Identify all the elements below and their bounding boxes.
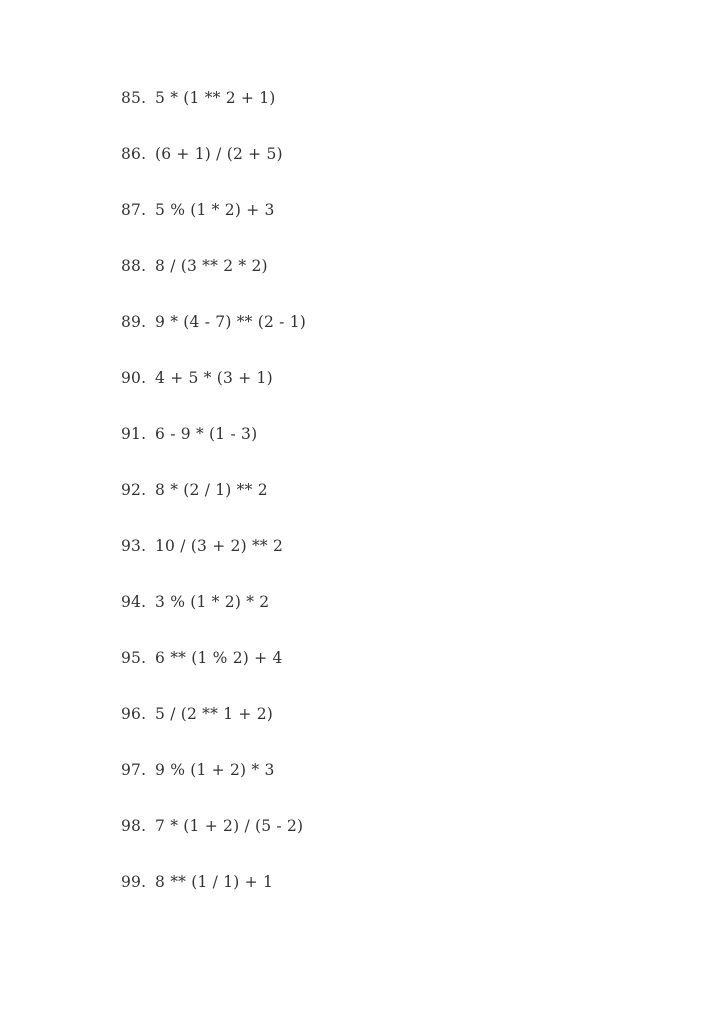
problem-expression: 4 + 5 * (3 + 1)	[155, 369, 273, 387]
problem-item	[121, 646, 306, 702]
problem-expression: 5 / (2 ** 1 + 2)	[155, 705, 274, 723]
problem-expression: 5 * (1 ** 2 + 1)	[155, 89, 276, 107]
problem-item	[121, 590, 306, 646]
problem-expression: 8 ** (1 / 1) + 1	[155, 873, 274, 891]
problem-item	[121, 478, 306, 534]
problem-expression: 10 / (3 + 2) ** 2	[155, 537, 284, 555]
problem-item	[121, 310, 306, 366]
problem-item	[121, 422, 306, 478]
problem-item	[121, 142, 306, 198]
problem-number: 87.	[121, 201, 147, 219]
problem-item	[121, 198, 306, 254]
problem-number: 91.	[121, 425, 147, 443]
problem-number: 90.	[121, 369, 147, 387]
problem-item	[121, 534, 306, 590]
problem-expression: 5 % (1 * 2) + 3	[155, 201, 275, 219]
problem-number: 96.	[121, 705, 147, 723]
problem-item	[121, 254, 306, 310]
problem-expression: 6 ** (1 % 2) + 4	[155, 649, 283, 667]
problem-item	[121, 814, 306, 870]
problem-expression: 8 * (2 / 1) ** 2	[155, 481, 268, 499]
problem-number: 88.	[121, 257, 147, 275]
problem-number: 99.	[121, 873, 147, 891]
problem-expression: 8 / (3 ** 2 * 2)	[155, 257, 268, 275]
problem-number: 98.	[121, 817, 147, 835]
problem-number: 93.	[121, 537, 147, 555]
problem-expression: 9 % (1 + 2) * 3	[155, 761, 275, 779]
problem-list	[121, 86, 306, 926]
problem-item	[121, 758, 306, 814]
problem-number: 95.	[121, 649, 147, 667]
problem-number: 86.	[121, 145, 147, 163]
problem-expression: 7 * (1 + 2) / (5 - 2)	[155, 817, 304, 835]
problem-item	[121, 86, 306, 142]
problem-number: 97.	[121, 761, 147, 779]
problem-expression: (6 + 1) / (2 + 5)	[155, 145, 283, 163]
problem-number: 89.	[121, 313, 147, 331]
problem-item	[121, 870, 306, 926]
problem-expression: 3 % (1 * 2) * 2	[155, 593, 270, 611]
problem-number: 94.	[121, 593, 147, 611]
problem-expression: 9 * (4 - 7) ** (2 - 1)	[155, 313, 307, 331]
problem-item	[121, 702, 306, 758]
problem-item	[121, 366, 306, 422]
problem-number: 85.	[121, 89, 147, 107]
problem-number: 92.	[121, 481, 147, 499]
problem-expression: 6 - 9 * (1 - 3)	[155, 425, 258, 443]
